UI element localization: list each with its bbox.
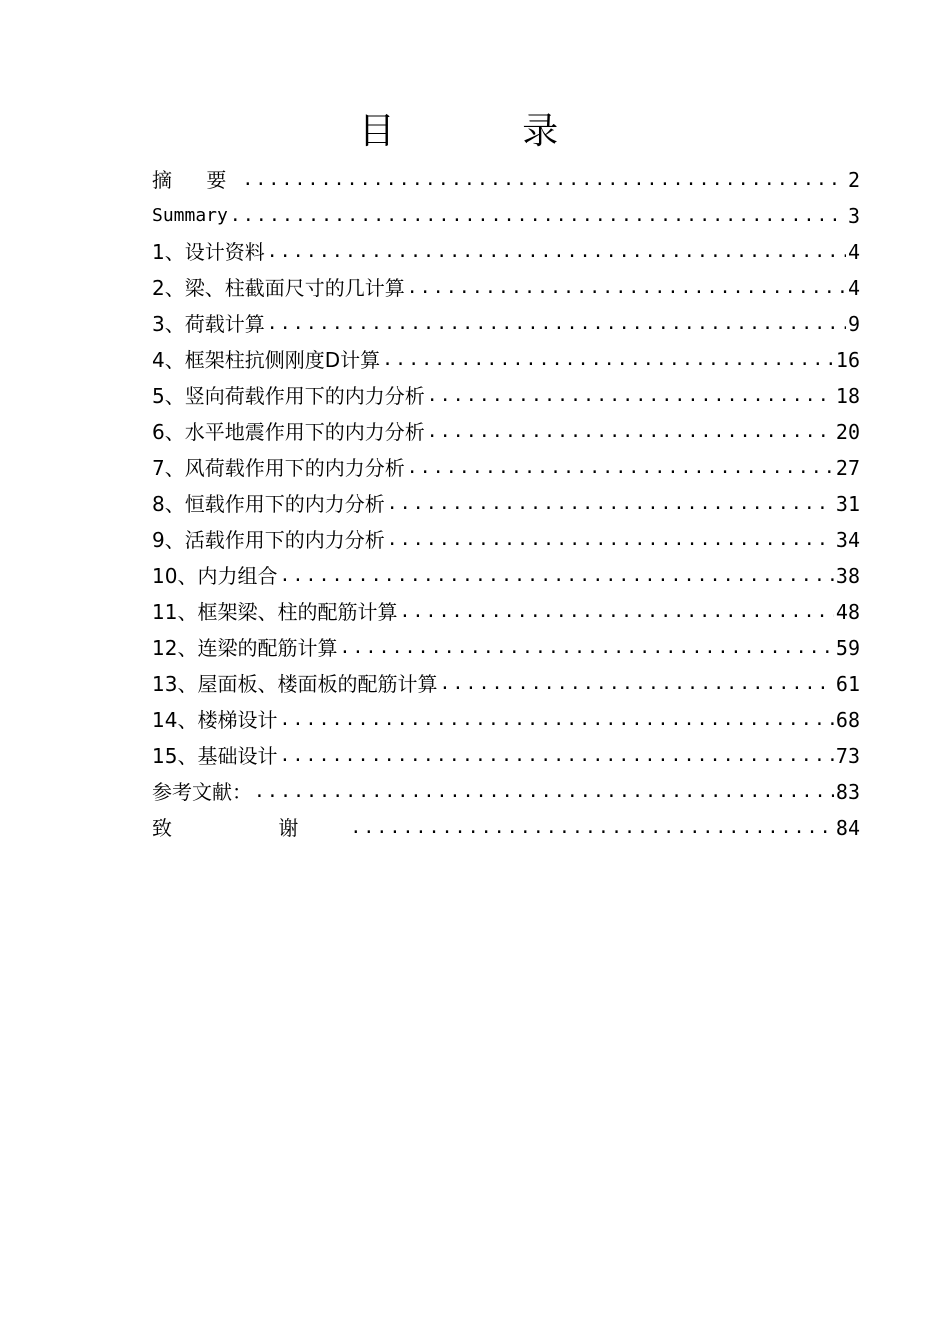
toc-entry-2[interactable]	[148, 270, 860, 306]
toc-entry-10[interactable]	[148, 558, 860, 594]
toc-entry-11[interactable]	[148, 594, 860, 630]
toc-entry-7[interactable]	[148, 450, 860, 486]
toc-entry-9[interactable]	[148, 522, 860, 558]
toc-page-number: 38	[835, 564, 860, 588]
toc-page-number: 20	[835, 420, 860, 444]
toc-page-number: 34	[835, 528, 860, 552]
table-of-contents	[148, 162, 860, 846]
toc-entry-label: 9、活载作用下的内力分析	[152, 528, 385, 552]
toc-dot-leader	[387, 486, 834, 522]
toc-entry-4[interactable]	[148, 342, 860, 378]
toc-dot-leader	[279, 558, 833, 594]
toc-dot-leader	[230, 198, 846, 234]
toc-entry-label: 1、设计资料	[152, 240, 265, 264]
toc-entry-references[interactable]	[148, 774, 860, 810]
toc-entry-label: 8、恒载作用下的内力分析	[152, 492, 385, 516]
toc-entry-1[interactable]	[148, 234, 860, 270]
toc-dot-leader	[279, 702, 833, 738]
toc-page-number: 48	[835, 600, 860, 624]
toc-entry-5[interactable]	[148, 378, 860, 414]
toc-dot-leader	[399, 594, 833, 630]
toc-dot-leader	[339, 630, 833, 666]
toc-entry-12[interactable]	[148, 630, 860, 666]
toc-entry-summary[interactable]	[148, 198, 860, 234]
toc-entry-label: 15、基础设计	[152, 744, 278, 768]
toc-page-number: 61	[835, 672, 860, 696]
toc-entry-label: 4、框架柱抗侧刚度D计算	[152, 348, 381, 372]
toc-page-number: 16	[835, 348, 860, 372]
toc-dot-leader	[267, 234, 846, 270]
toc-entry-label: 7、风荷载作用下的内力分析	[152, 456, 405, 480]
toc-page-number: 31	[835, 492, 860, 516]
toc-entry-3[interactable]	[148, 306, 860, 342]
toc-entry-acknowledgements[interactable]	[148, 810, 860, 846]
toc-entry-15[interactable]	[148, 738, 860, 774]
toc-dot-leader	[407, 450, 834, 486]
toc-page-number: 68	[835, 708, 860, 732]
toc-entry-label: 12、连梁的配筋计算	[152, 636, 338, 660]
toc-entry-8[interactable]	[148, 486, 860, 522]
toc-page-number: 18	[835, 384, 860, 408]
toc-entry-label: 5、竖向荷载作用下的内力分析	[152, 384, 425, 408]
toc-dot-leader	[382, 342, 834, 378]
toc-page-number: 4	[847, 276, 860, 300]
toc-page-number: 2	[847, 168, 860, 192]
toc-page-number: 4	[847, 240, 860, 264]
toc-entry-label: 参考文献：	[152, 780, 252, 804]
toc-dot-leader	[407, 270, 846, 306]
toc-entry-14[interactable]	[148, 702, 860, 738]
toc-page-number: 27	[835, 456, 860, 480]
toc-dot-leader	[254, 774, 834, 810]
toc-page-number: 84	[835, 816, 860, 840]
toc-dot-leader	[350, 810, 834, 846]
page-title: 目 录	[358, 111, 617, 152]
toc-page-number: 83	[835, 780, 860, 804]
toc-dot-leader	[427, 414, 834, 450]
toc-entry-label: 3、荷载计算	[152, 312, 265, 336]
toc-entry-label: 2、梁、柱截面尺寸的几计算	[152, 276, 405, 300]
toc-dot-leader	[427, 378, 834, 414]
toc-entry-abstract[interactable]	[148, 162, 860, 198]
toc-entry-label: 致 谢	[152, 816, 349, 840]
toc-page-number: 9	[847, 312, 860, 336]
toc-page-number: 3	[847, 204, 860, 228]
toc-dot-leader	[387, 522, 834, 558]
toc-page-number: 59	[835, 636, 860, 660]
toc-entry-label: 11、框架梁、柱的配筋计算	[152, 600, 398, 624]
toc-entry-label: 10、内力组合	[152, 564, 278, 588]
toc-dot-leader	[242, 162, 846, 198]
toc-entry-label: 14、楼梯设计	[152, 708, 278, 732]
toc-entry-label: 摘 要	[152, 168, 241, 192]
toc-entry-label: 13、屋面板、楼面板的配筋计算	[152, 672, 438, 696]
toc-entry-13[interactable]	[148, 666, 860, 702]
toc-dot-leader	[439, 666, 833, 702]
toc-entry-6[interactable]	[148, 414, 860, 450]
toc-dot-leader	[279, 738, 833, 774]
toc-dot-leader	[267, 306, 846, 342]
toc-entry-label: 6、水平地震作用下的内力分析	[152, 420, 425, 444]
toc-page-number: 73	[835, 744, 860, 768]
toc-entry-label: Summary	[152, 205, 228, 226]
